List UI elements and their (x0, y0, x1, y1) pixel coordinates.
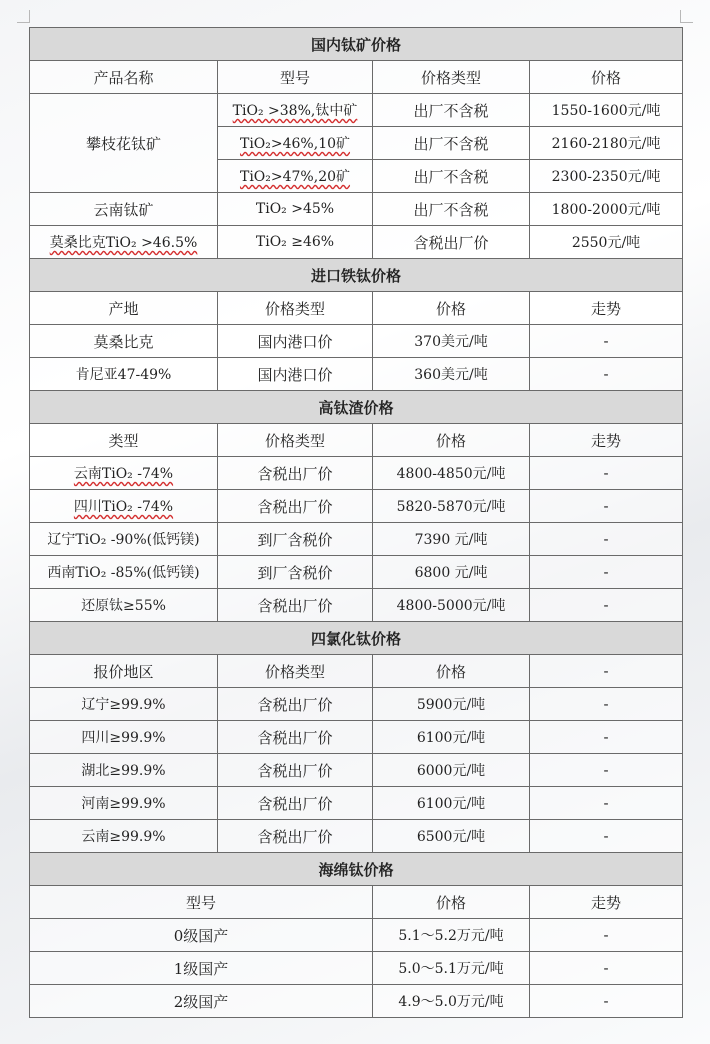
model-cell: 0级国产 (30, 919, 373, 952)
trend-cell: - (530, 490, 683, 523)
table-row (30, 193, 683, 226)
type-cell: 西南TiO₂ -85%(低钙镁) (30, 556, 218, 589)
price-cell: 5820-5870元/吨 (373, 490, 530, 523)
table-row (30, 754, 683, 787)
column-header: 价格 (373, 424, 530, 457)
section-header-imported (30, 259, 683, 292)
table-row (30, 226, 683, 259)
origin-cell: 肯尼亚47-49% (30, 358, 218, 391)
price-cell: 6500元/吨 (373, 820, 530, 853)
price-cell: 6800 元/吨 (373, 556, 530, 589)
table-row (30, 721, 683, 754)
type-cell: 云南TiO₂ -74% (30, 457, 218, 490)
trend-cell: - (530, 358, 683, 391)
trend-cell: - (530, 457, 683, 490)
price-type-cell: 国内港口价 (218, 325, 373, 358)
product-name: 莫桑比克TiO₂ >46.5% (30, 226, 218, 259)
header-row (30, 424, 683, 457)
header-row (30, 292, 683, 325)
price-type-cell: 出厂不含税 (373, 94, 530, 127)
column-header: 价格类型 (373, 61, 530, 94)
table-row (30, 490, 683, 523)
column-header: 型号 (218, 61, 373, 94)
price-cell: 4800-5000元/吨 (373, 589, 530, 622)
price-type-cell: 国内港口价 (218, 358, 373, 391)
price-cell: 4.9～5.0万元/吨 (373, 985, 530, 1018)
price-cell: 360美元/吨 (373, 358, 530, 391)
table-row (30, 523, 683, 556)
trend-cell: - (530, 688, 683, 721)
trend-cell: - (530, 523, 683, 556)
price-type-cell: 出厂不含税 (373, 160, 530, 193)
column-header: 走势 (530, 886, 683, 919)
price-type-cell: 含税出厂价 (218, 721, 373, 754)
price-cell: 6100元/吨 (373, 787, 530, 820)
price-cell: 6100元/吨 (373, 721, 530, 754)
price-cell: 5900元/吨 (373, 688, 530, 721)
table-row (30, 94, 683, 127)
table-row (30, 820, 683, 853)
origin-cell: 莫桑比克 (30, 325, 218, 358)
price-type-cell: 含税出厂价 (218, 787, 373, 820)
product-name: 云南钛矿 (30, 193, 218, 226)
trend-cell: - (530, 325, 683, 358)
column-header: 价格类型 (218, 292, 373, 325)
model-cell: 1级国产 (30, 952, 373, 985)
trend-cell: - (530, 787, 683, 820)
model-cell: TiO₂>47%,20矿 (218, 160, 373, 193)
price-cell: 2160-2180元/吨 (530, 127, 683, 160)
model-cell: TiO₂ ≥46% (218, 226, 373, 259)
type-cell: 四川TiO₂ -74% (30, 490, 218, 523)
type-cell: 辽宁TiO₂ -90%(低钙镁) (30, 523, 218, 556)
table-row (30, 589, 683, 622)
price-cell: 1550-1600元/吨 (530, 94, 683, 127)
table-row (30, 919, 683, 952)
trend-cell: - (530, 556, 683, 589)
column-header: 价格 (373, 886, 530, 919)
price-type-cell: 出厂不含税 (373, 127, 530, 160)
section-header-sponge (30, 853, 683, 886)
section-title: 四氯化钛价格 (30, 622, 683, 655)
table-row (30, 358, 683, 391)
price-cell: 4800-4850元/吨 (373, 457, 530, 490)
price-cell: 370美元/吨 (373, 325, 530, 358)
price-cell: 7390 元/吨 (373, 523, 530, 556)
price-type-cell: 含税出厂价 (218, 820, 373, 853)
section-header-ticl4 (30, 622, 683, 655)
price-type-cell: 含税出厂价 (218, 457, 373, 490)
price-type-cell: 含税出厂价 (218, 688, 373, 721)
trend-cell: - (530, 985, 683, 1018)
model-cell: TiO₂ >45% (218, 193, 373, 226)
section-title: 海绵钛价格 (30, 853, 683, 886)
region-cell: 四川≥99.9% (30, 721, 218, 754)
product-name: 攀枝花钛矿 (30, 94, 218, 193)
price-cell: 2300-2350元/吨 (530, 160, 683, 193)
table-row (30, 688, 683, 721)
price-type-cell: 含税出厂价 (218, 490, 373, 523)
table-row (30, 457, 683, 490)
header-row (30, 655, 683, 688)
column-header: 产地 (30, 292, 218, 325)
section-header-slag (30, 391, 683, 424)
table-row (30, 787, 683, 820)
header-row (30, 886, 683, 919)
price-cell: 5.0～5.1万元/吨 (373, 952, 530, 985)
price-cell: 6000元/吨 (373, 754, 530, 787)
price-type-cell: 出厂不含税 (373, 193, 530, 226)
section-title: 高钛渣价格 (30, 391, 683, 424)
trend-cell: - (530, 754, 683, 787)
price-type-cell: 含税出厂价 (218, 754, 373, 787)
trend-cell: - (530, 589, 683, 622)
section-title: 进口铁钛价格 (30, 259, 683, 292)
crop-mark-top-left (17, 10, 30, 23)
trend-cell: - (530, 820, 683, 853)
column-header: 型号 (30, 886, 373, 919)
price-cell: 1800-2000元/吨 (530, 193, 683, 226)
table-row (30, 952, 683, 985)
column-header: 价格类型 (218, 655, 373, 688)
model-cell: 2级国产 (30, 985, 373, 1018)
header-row (30, 61, 683, 94)
column-header: 价格类型 (218, 424, 373, 457)
column-header: 价格 (373, 655, 530, 688)
column-header: 产品名称 (30, 61, 218, 94)
crop-mark-top-right (680, 10, 693, 23)
price-type-cell: 含税出厂价 (373, 226, 530, 259)
column-header: 走势 (530, 424, 683, 457)
section-title: 国内钛矿价格 (30, 28, 683, 61)
trend-cell: - (530, 919, 683, 952)
table-row (30, 985, 683, 1018)
price-type-cell: 到厂含税价 (218, 556, 373, 589)
column-header: 走势 (530, 292, 683, 325)
column-header: 类型 (30, 424, 218, 457)
region-cell: 云南≥99.9% (30, 820, 218, 853)
titanium-price-table (29, 27, 683, 1018)
price-type-cell: 含税出厂价 (218, 589, 373, 622)
region-cell: 河南≥99.9% (30, 787, 218, 820)
price-type-cell: 到厂含税价 (218, 523, 373, 556)
trend-cell: - (530, 721, 683, 754)
region-cell: 辽宁≥99.9% (30, 688, 218, 721)
region-cell: 湖北≥99.9% (30, 754, 218, 787)
table-row (30, 556, 683, 589)
type-cell: 还原钛≥55% (30, 589, 218, 622)
section-header-domestic-ore (30, 28, 683, 61)
model-cell: TiO₂ >38%,钛中矿 (218, 94, 373, 127)
column-header: 价格 (530, 61, 683, 94)
column-header: 价格 (373, 292, 530, 325)
trend-cell: - (530, 952, 683, 985)
table-row (30, 325, 683, 358)
price-cell: 5.1～5.2万元/吨 (373, 919, 530, 952)
model-cell: TiO₂>46%,10矿 (218, 127, 373, 160)
column-header: - (530, 655, 683, 688)
column-header: 报价地区 (30, 655, 218, 688)
price-cell: 2550元/吨 (530, 226, 683, 259)
